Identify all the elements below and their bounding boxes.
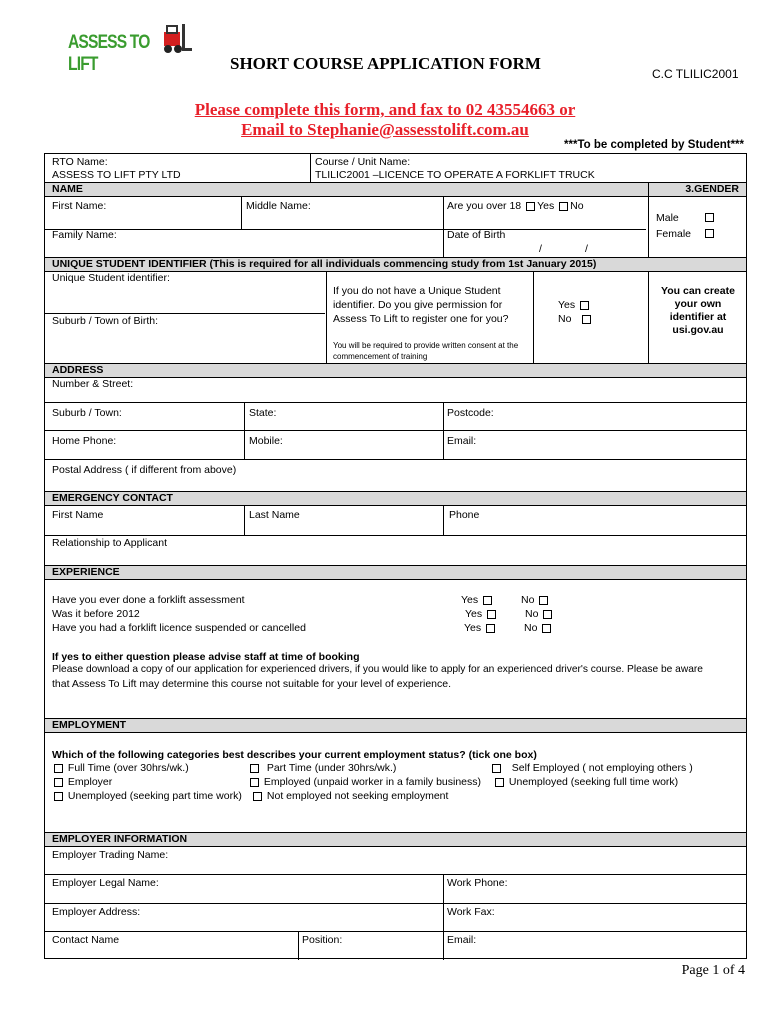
unpaid-checkbox[interactable] [250, 778, 259, 787]
experience-heading: EXPERIENCE [45, 565, 746, 580]
q2-yes: Yes [465, 608, 498, 620]
over18-yes-checkbox[interactable] [526, 202, 535, 211]
home-phone-field[interactable]: Home Phone: [52, 435, 117, 447]
advise-note: If yes to either question please advise staff at time of booking [52, 651, 360, 663]
work-fax-field[interactable]: Work Fax: [447, 906, 495, 918]
option-part-time: Part Time (under 30hrs/wk.) [248, 762, 396, 774]
usi-question: Assess To Lift to register one for you? [333, 313, 509, 325]
usi-consent-note: commencement of training [333, 352, 428, 361]
usi-no-checkbox[interactable] [582, 315, 591, 324]
usi-create-note: You can create your own identifier at usi.gov.au [661, 285, 735, 336]
relationship-field[interactable]: Relationship to Applicant [52, 537, 167, 549]
dob-separator: / [539, 243, 542, 255]
family-name-field[interactable]: Family Name: [52, 229, 117, 241]
name-heading: NAME 3.GENDER [45, 182, 746, 197]
emergency-last-name-field[interactable]: Last Name [249, 509, 300, 521]
postcode-field[interactable]: Postcode: [447, 407, 494, 419]
self-employed-checkbox[interactable] [492, 764, 501, 773]
experience-q2: Was it before 2012 [52, 608, 140, 620]
emergency-phone-field[interactable]: Phone [449, 509, 480, 521]
option-employer: Employer [52, 776, 112, 788]
emergency-first-name-field[interactable]: First Name [52, 509, 104, 521]
rto-label: RTO Name: [52, 156, 108, 168]
male-checkbox[interactable] [705, 213, 714, 222]
option-unemployed-pt: Unemployed (seeking part time work) [52, 790, 242, 802]
q3-no-checkbox[interactable] [542, 624, 551, 633]
forklift-icon [156, 22, 192, 56]
experience-q1: Have you ever done a forklift assessment [52, 594, 245, 606]
q1-no-checkbox[interactable] [539, 596, 548, 605]
application-form [44, 153, 747, 959]
option-self-employed: Self Employed ( not employing others ) [490, 762, 693, 774]
q3-no: No [524, 622, 553, 634]
q3-yes-checkbox[interactable] [486, 624, 495, 633]
course-label: Course / Unit Name: [315, 156, 411, 168]
option-unpaid: Employed (unpaid worker in a family business) [248, 776, 481, 788]
emergency-heading: EMERGENCY CONTACT [45, 491, 746, 506]
option-unemployed-ft: Unemployed (seeking full time work) [493, 776, 678, 788]
usi-question: If you do not have a Unique Student [333, 285, 501, 297]
q1-yes-checkbox[interactable] [483, 596, 492, 605]
over18-question: Are you over 18 Yes No [447, 200, 584, 212]
position-field[interactable]: Position: [302, 934, 343, 946]
logo-text: ASSESS TO LIFT [68, 32, 150, 75]
instruction-line-2[interactable]: Email to Stephanie@assesstolift.com.au [241, 120, 529, 139]
usi-yes-checkbox[interactable] [580, 301, 589, 310]
postal-address-field[interactable]: Postal Address ( if different from above) [52, 464, 237, 476]
usi-question: identifier. Do you give permission for [333, 299, 503, 311]
q2-no-checkbox[interactable] [543, 610, 552, 619]
course-code: C.C TLILIC2001 [652, 67, 739, 81]
q2-yes-checkbox[interactable] [487, 610, 496, 619]
page-title: SHORT COURSE APPLICATION FORM [230, 54, 541, 73]
employment-question: Which of the following categories best describes your current employment status? (tick one box) [52, 749, 537, 761]
q1-no: No [521, 594, 550, 606]
q1-yes: Yes [461, 594, 494, 606]
usi-no: No [558, 313, 593, 325]
experience-q3: Have you had a forklift licence suspended or cancelled [52, 622, 306, 634]
option-not-employed: Not employed not seeking employment [251, 790, 448, 802]
page-number: Page 1 of 4 [681, 963, 745, 978]
mobile-field[interactable]: Mobile: [249, 435, 283, 447]
usi-consent-note: You will be required to provide written consent at the [333, 341, 519, 350]
dob-field[interactable]: Date of Birth [447, 229, 506, 241]
employment-heading: EMPLOYMENT [45, 718, 746, 733]
suburb-field[interactable]: Suburb / Town: [52, 407, 122, 419]
unemployed-ft-checkbox[interactable] [495, 778, 504, 787]
experience-note: Please download a copy of our application for experienced drivers, if you would like to apply for an experienced driver's course. Please be aware [52, 664, 703, 675]
employer-address-field[interactable]: Employer Address: [52, 906, 141, 918]
birth-suburb-field[interactable]: Suburb / Town of Birth: [52, 315, 159, 327]
q2-no: No [525, 608, 554, 620]
address-heading: ADDRESS [45, 363, 746, 378]
legal-name-field[interactable]: Employer Legal Name: [52, 877, 159, 889]
part-time-checkbox[interactable] [250, 764, 259, 773]
contact-name-field[interactable]: Contact Name [52, 934, 120, 946]
q3-yes: Yes [464, 622, 497, 634]
gender-heading: 3.GENDER [685, 183, 739, 195]
work-phone-field[interactable]: Work Phone: [447, 877, 508, 889]
employer-heading: EMPLOYER INFORMATION [45, 832, 746, 847]
trading-name-field[interactable]: Employer Trading Name: [52, 849, 169, 861]
employer-checkbox[interactable] [54, 778, 63, 787]
logo [68, 20, 198, 75]
rto-value: ASSESS TO LIFT PTY LTD [52, 169, 181, 181]
state-field[interactable]: State: [249, 407, 277, 419]
employer-email-field[interactable]: Email: [447, 934, 477, 946]
dob-separator: / [585, 243, 588, 255]
unemployed-pt-checkbox[interactable] [54, 792, 63, 801]
email-field[interactable]: Email: [447, 435, 477, 447]
option-full-time: Full Time (over 30hrs/wk.) [52, 762, 189, 774]
street-field[interactable]: Number & Street: [52, 378, 134, 390]
not-employed-checkbox[interactable] [253, 792, 262, 801]
middle-name-field[interactable]: Middle Name: [246, 200, 311, 212]
experience-note: that Assess To Lift may determine this course not suitable for your level of experience. [52, 678, 452, 690]
female-checkbox[interactable] [705, 229, 714, 238]
full-time-checkbox[interactable] [54, 764, 63, 773]
usi-heading: UNIQUE STUDENT IDENTIFIER (This is required for all individuals commencing study from 1st January 2015) [45, 257, 746, 272]
gender-male: Male [656, 212, 679, 224]
student-note: ***To be completed by Student*** [564, 139, 744, 151]
first-name-field[interactable]: First Name: [52, 200, 107, 212]
over18-no-checkbox[interactable] [559, 202, 568, 211]
instruction-line-1: Please complete this form, and fax to 02 43554663 or [194, 100, 576, 119]
usi-yes: Yes [558, 299, 591, 311]
gender-female: Female [656, 228, 692, 240]
usi-field[interactable]: Unique Student identifier: [52, 272, 170, 284]
course-value: TLILIC2001 –LICENCE TO OPERATE A FORKLIFT TRUCK [315, 169, 595, 181]
